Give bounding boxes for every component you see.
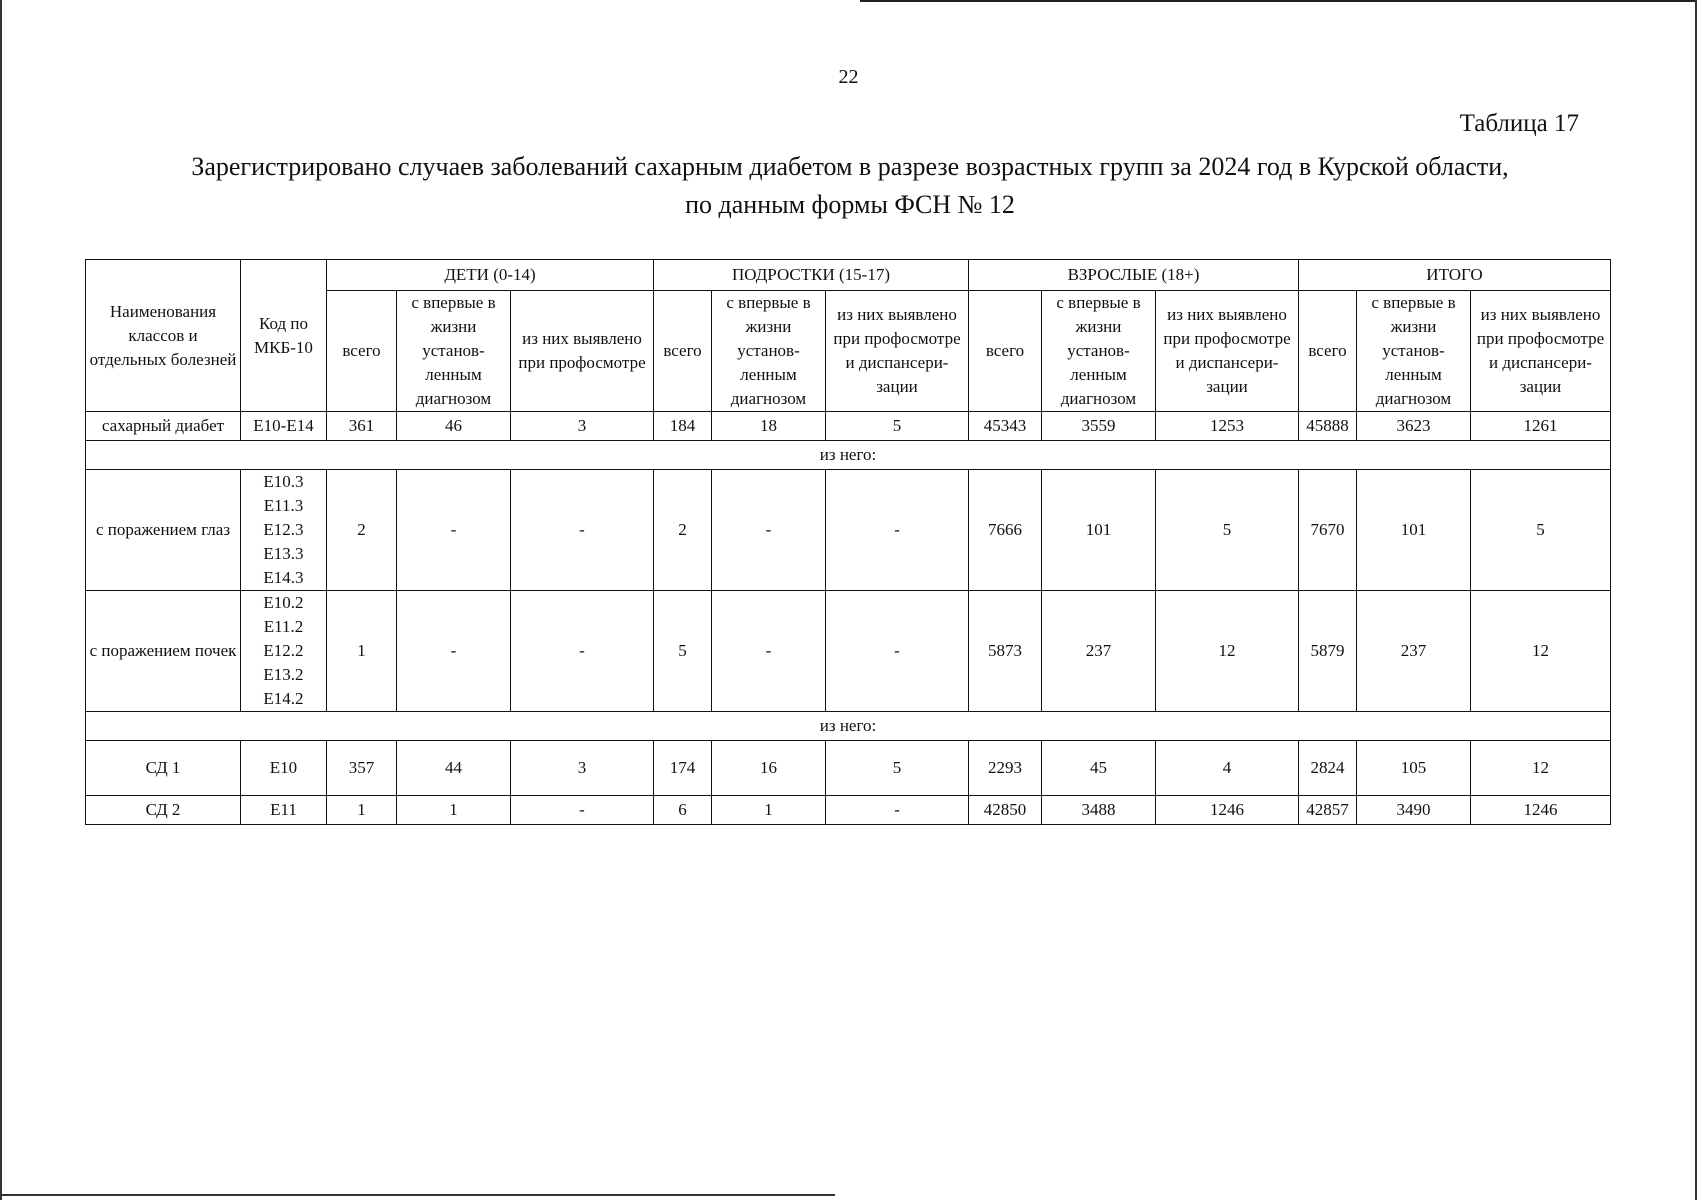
cell-value: 2824 xyxy=(1299,741,1357,796)
row-code: Е11 xyxy=(241,796,327,825)
cell-value: 361 xyxy=(327,412,397,441)
cell-value: 237 xyxy=(1042,591,1156,712)
cell-value: - xyxy=(397,591,511,712)
cell-value: 12 xyxy=(1471,591,1611,712)
cell-value: 1 xyxy=(327,591,397,712)
cell-value: 3623 xyxy=(1357,412,1471,441)
title-line-2: по данным формы ФСН № 12 xyxy=(685,190,1015,219)
cell-value: 3 xyxy=(511,741,654,796)
cell-value: 5 xyxy=(826,412,969,441)
cell-value: 5 xyxy=(826,741,969,796)
cell-value: 105 xyxy=(1357,741,1471,796)
cell-value: 3 xyxy=(511,412,654,441)
row-name: с поражением глаз xyxy=(86,470,241,591)
cell-value: - xyxy=(712,591,826,712)
cell-value: 7666 xyxy=(969,470,1042,591)
header-name: Наименования классов и отдельных болезней xyxy=(86,260,241,412)
table-row-note xyxy=(86,441,1611,470)
code: Е14.2 xyxy=(263,689,304,708)
row-code: Е10-Е14 xyxy=(241,412,327,441)
title-line-1: Зарегистрировано случаев заболеваний сахарным диабетом в разрезе возрастных групп за 2024 год в Курской области, xyxy=(191,152,1509,181)
table-row-note xyxy=(86,712,1611,741)
code: Е13.2 xyxy=(263,665,304,684)
table-row-kidneys xyxy=(86,591,1611,712)
row-name: СД 2 xyxy=(86,796,241,825)
cell-value: 2 xyxy=(654,470,712,591)
table-row-diabetes xyxy=(86,412,1611,441)
cell-value: - xyxy=(826,470,969,591)
cell-value: - xyxy=(511,591,654,712)
header-code: Код по МКБ-10 xyxy=(241,260,327,412)
note-of-which: из него: xyxy=(86,712,1611,741)
table-row-eyes xyxy=(86,470,1611,591)
note-of-which: из него: xyxy=(86,441,1611,470)
cell-value: 2293 xyxy=(969,741,1042,796)
cell-value: 5 xyxy=(1156,470,1299,591)
row-codes xyxy=(241,591,327,712)
code: Е10.3 xyxy=(263,472,304,491)
cell-value: - xyxy=(826,591,969,712)
table-label: Таблица 17 xyxy=(1459,110,1579,137)
header-group-adults: ВЗРОСЛЫЕ (18+) xyxy=(969,260,1299,291)
row-name: сахарный диабет xyxy=(86,412,241,441)
cell-value: 5 xyxy=(1471,470,1611,591)
cell-value: 42850 xyxy=(969,796,1042,825)
cell-value: 3490 xyxy=(1357,796,1471,825)
header-group-children: ДЕТИ (0-14) xyxy=(327,260,654,291)
cell-value: 184 xyxy=(654,412,712,441)
cell-value: 101 xyxy=(1357,470,1471,591)
code: Е12.2 xyxy=(263,641,304,660)
table-row-sd2 xyxy=(86,796,1611,825)
cell-value: 5 xyxy=(654,591,712,712)
cell-value: 1 xyxy=(397,796,511,825)
header-total: всего xyxy=(969,291,1042,412)
cell-value: 18 xyxy=(712,412,826,441)
cell-value: 7670 xyxy=(1299,470,1357,591)
cell-value: - xyxy=(712,470,826,591)
code: Е11.2 xyxy=(263,617,304,636)
cell-value: 45343 xyxy=(969,412,1042,441)
header-detected: из них выявлено при профосмотре и диспансери-зации xyxy=(1156,291,1299,412)
header-first-time: с впервые в жизни установ-ленным диагнозом xyxy=(1042,291,1156,412)
cell-value: 6 xyxy=(654,796,712,825)
header-detected: из них выявлено при профосмотре и диспансери-зации xyxy=(826,291,969,412)
header-total: всего xyxy=(1299,291,1357,412)
row-codes xyxy=(241,470,327,591)
cell-value: - xyxy=(826,796,969,825)
row-name: СД 1 xyxy=(86,741,241,796)
cell-value: 12 xyxy=(1156,591,1299,712)
code: Е14.3 xyxy=(263,568,304,587)
header-first-time: с впервые в жизни установ-ленным диагнозом xyxy=(1357,291,1471,412)
cell-value: 1 xyxy=(712,796,826,825)
cell-value: 174 xyxy=(654,741,712,796)
cell-value: 101 xyxy=(1042,470,1156,591)
cell-value: 5873 xyxy=(969,591,1042,712)
row-code: Е10 xyxy=(241,741,327,796)
header-first-time: с впервые в жизни установ-ленным диагнозом xyxy=(397,291,511,412)
page-title xyxy=(100,148,1600,224)
cell-value: 44 xyxy=(397,741,511,796)
cell-value: - xyxy=(511,796,654,825)
cell-value: 2 xyxy=(327,470,397,591)
diabetes-table xyxy=(85,259,1611,825)
cell-value: 237 xyxy=(1357,591,1471,712)
code: Е10.2 xyxy=(263,593,304,612)
table-row-sd1 xyxy=(86,741,1611,796)
cell-value: - xyxy=(511,470,654,591)
cell-value: 3488 xyxy=(1042,796,1156,825)
page-number: 22 xyxy=(838,66,859,88)
cell-value: 357 xyxy=(327,741,397,796)
cell-value: 1 xyxy=(327,796,397,825)
cell-value: 45 xyxy=(1042,741,1156,796)
header-group-teens: ПОДРОСТКИ (15-17) xyxy=(654,260,969,291)
cell-value: 46 xyxy=(397,412,511,441)
code: Е11.3 xyxy=(263,496,304,515)
cell-value: 42857 xyxy=(1299,796,1357,825)
cell-value: 4 xyxy=(1156,741,1299,796)
header-group-total: ИТОГО xyxy=(1299,260,1611,291)
scan-edge-left xyxy=(0,0,2,1200)
header-first-time: с впервые в жизни установ-ленным диагнозом xyxy=(712,291,826,412)
cell-value: 1246 xyxy=(1156,796,1299,825)
cell-value: 12 xyxy=(1471,741,1611,796)
code: Е12.3 xyxy=(263,520,304,539)
cell-value: 45888 xyxy=(1299,412,1357,441)
header-detected: из них выявлено при профосмотре xyxy=(511,291,654,412)
header-row-groups xyxy=(86,260,1611,291)
scan-edge-top xyxy=(860,0,1697,2)
row-name: с поражением почек xyxy=(86,591,241,712)
header-total: всего xyxy=(654,291,712,412)
cell-value: 1253 xyxy=(1156,412,1299,441)
cell-value: - xyxy=(397,470,511,591)
header-detected: из них выявлено при профосмотре и диспансери-зации xyxy=(1471,291,1611,412)
scan-edge-bottom xyxy=(0,1194,835,1196)
cell-value: 1246 xyxy=(1471,796,1611,825)
cell-value: 1261 xyxy=(1471,412,1611,441)
cell-value: 16 xyxy=(712,741,826,796)
cell-value: 5879 xyxy=(1299,591,1357,712)
cell-value: 3559 xyxy=(1042,412,1156,441)
code: Е13.3 xyxy=(263,544,304,563)
header-total: всего xyxy=(327,291,397,412)
